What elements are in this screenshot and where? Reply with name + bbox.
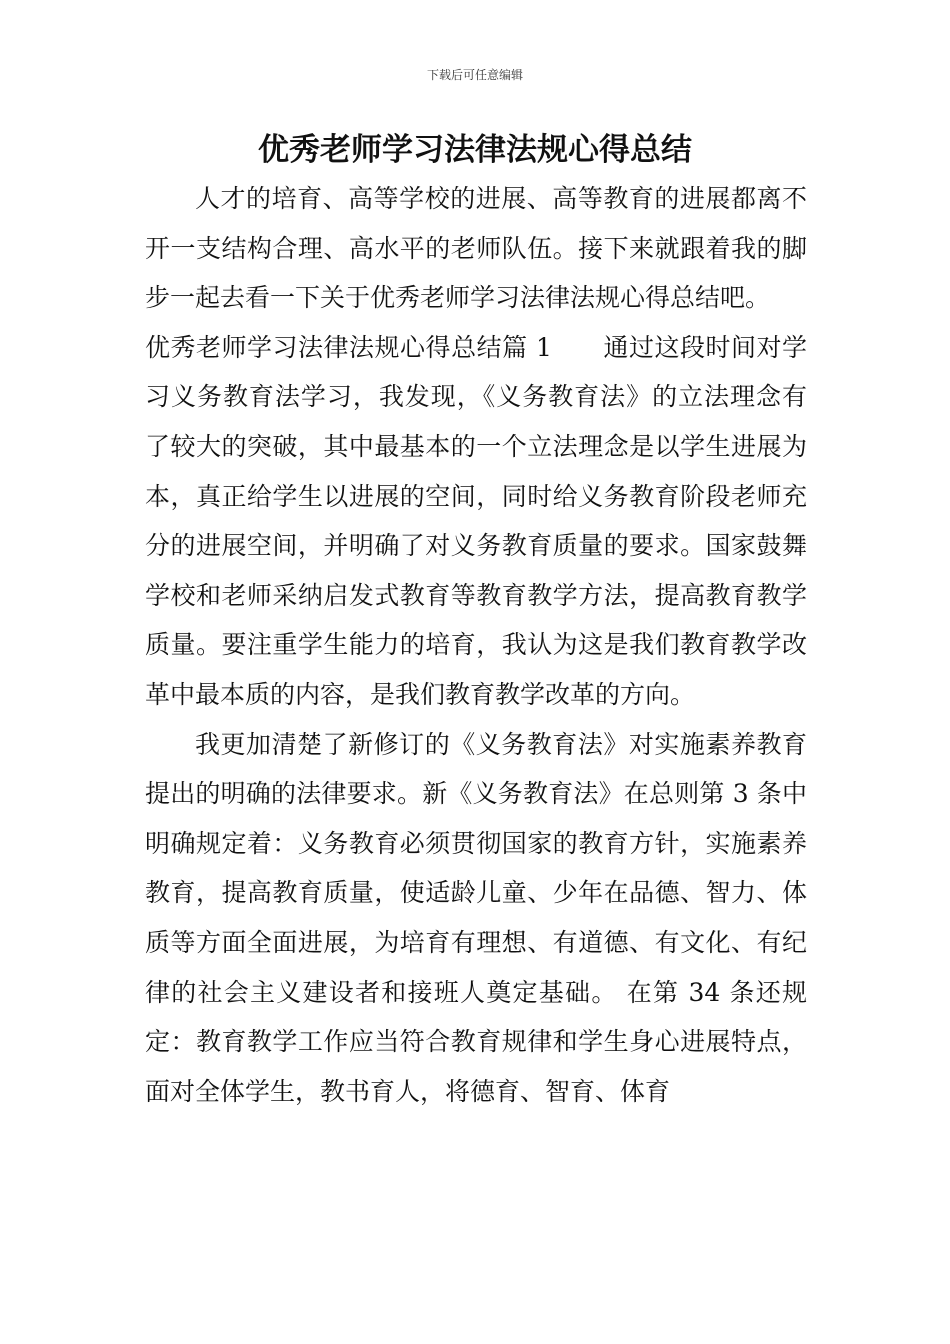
paragraph-section-1: 优秀老师学习法律法规心得总结篇 1 通过这段时间对学习义务教育法学习，我发现，《义务教育法》的立法理念有了较大的突破，其中最基本的一个立法理念是以学生进展为本，真正给学生以进展的空间，同时给义务教育阶段老师充分的进展空间，并明确了对义务教育质量的要求。国家鼓舞学校和老师采纳启发式教育等教育教学方法，提高教育教学质量。要注重学生能力的培育，我认为这是我们教育教学改革中最本质的内容，是我们教育教学改革的方向。: [145, 332, 807, 709]
page-header-note: 下载后可任意编辑: [426, 68, 523, 82]
document-title: 优秀老师学习法律法规心得总结: [258, 132, 692, 168]
paragraph-section-2: 我更加清楚了新修订的《义务教育法》对实施素养教育提出的明确的法律要求。新《义务教育法》在总则第 3 条中明确规定着：义务教育必须贯彻国家的教育方针，实施素养教育，提高教育质量，使适龄儿童、少年在品德、智力、体质等方面全面进展，为培育有理想、有道德、有文化、有纪律的社会主义建设者和接班人奠定基础。 在第 34 条还规定：教育教学工作应当符合教育规律和学生身心进展特点，面对全体学生，教书育人，将德育、智育、体育: [145, 729, 807, 1106]
document-body: [145, 174, 807, 1116]
paragraph-intro: 人才的培育、高等学校的进展、高等教育的进展都离不开一支结构合理、高水平的老师队伍。接下来就跟着我的脚步一起去看一下关于优秀老师学习法律法规心得总结吧。: [145, 184, 807, 313]
